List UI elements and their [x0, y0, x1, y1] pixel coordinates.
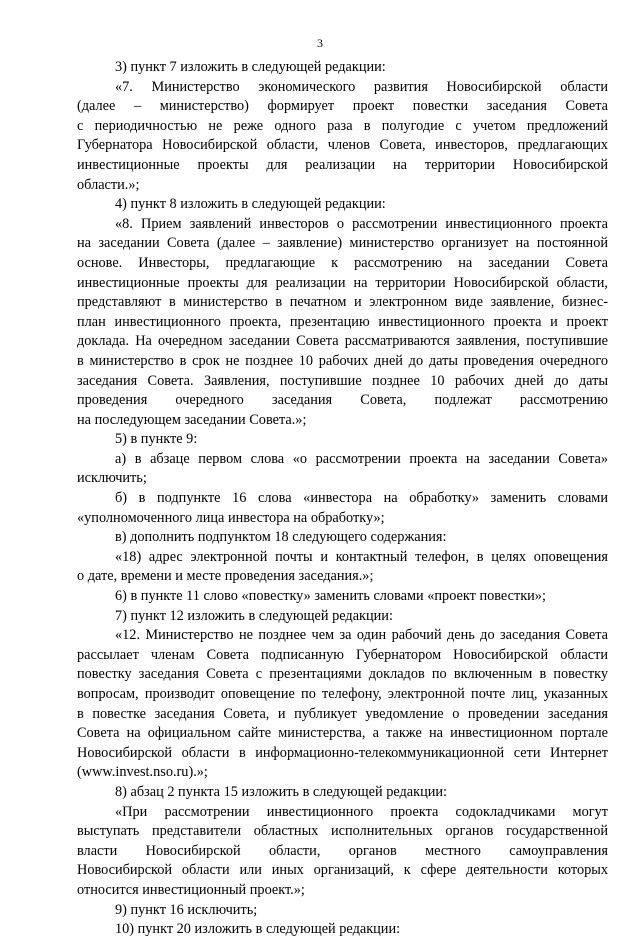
text-line: «18) адрес электронной почты и контактный телефон, в целях оповещения	[115, 548, 608, 565]
text-line: Новосибирской области в информационно-телекоммуникационной сети Интернет	[77, 744, 608, 761]
text-line: Совета на официальном сайте министерства, а также на инвестиционном портале	[77, 725, 608, 742]
text-line: области.»;	[77, 176, 140, 193]
text-line: «уполномоченного лица инвестора на обработку»;	[77, 509, 385, 526]
text-line: 4) пункт 8 изложить в следующей редакции:	[115, 196, 386, 213]
text-line: (далее – министерство) формирует проект повестки заседания Совета	[77, 98, 608, 115]
text-line: а) в абзаце первом слова «о рассмотрении проекта на заседании Совета»	[115, 450, 608, 467]
text-line: вопросам, производит оповещение по телефону, электронной почте лиц, указанных	[77, 686, 608, 702]
text-line: в) дополнить подпунктом 18 следующего содержания:	[115, 529, 447, 546]
text-line: относится инвестиционный проект.»;	[77, 881, 305, 898]
text-line: 8) абзац 2 пункта 15 изложить в следующей редакции:	[115, 783, 448, 800]
text-line: повестку заседания Совета с презентациями докладов по включенным в повестку	[77, 666, 608, 683]
text-line: рассылает членам Совета подписанную Губернатором Новосибирской области	[77, 646, 608, 663]
document-body	[77, 58, 608, 940]
text-line: «7. Министерство экономического развития Новосибирской области	[115, 78, 608, 95]
page-number: 3	[317, 36, 323, 50]
text-line: (www.invest.nso.ru).»;	[77, 764, 208, 781]
text-line: заседания Совета. Заявления, поступившие позднее 10 рабочих дней до даты	[77, 372, 608, 389]
text-line: 6) в пункте 11 слово «повестку» заменить словами «проект повестки»;	[115, 588, 546, 605]
text-line: 5) в пункте 9:	[115, 431, 198, 448]
text-line: Новосибирской области или иных организаций, к сфере деятельности которых	[77, 862, 608, 879]
text-line: с периодичностью не реже одного раза в полугодие с учетом предложений	[77, 117, 608, 134]
text-line: представляют в министерство в печатном и электронном виде заявление, бизнес-	[77, 294, 608, 311]
text-line: «8. Прием заявлений инвесторов о рассмотрении инвестиционного проекта	[115, 215, 608, 232]
text-line: проведения очередного заседания Совета, подлежат рассмотрению	[77, 392, 608, 409]
text-line: 10) пункт 20 изложить в следующей редакции:	[115, 921, 401, 938]
text-line: инвестиционные проекты для реализации на территории Новосибирской	[77, 156, 608, 173]
text-line: в повестке заседания Совета, и публикует уведомление о проведении заседания	[77, 705, 608, 722]
text-line: «12. Министерство не позднее чем за один рабочий день до заседания Совета	[115, 627, 608, 644]
text-line: выступать представители областных исполнительных органов государственной	[77, 823, 608, 840]
text-line: план инвестиционного проекта, презентацию инвестиционного проекта и проект	[77, 313, 608, 330]
text-line: на заседании Совета (далее – заявление) министерство организует на постоянной	[77, 235, 608, 252]
text-line: «При рассмотрении инвестиционного проекта содокладчиками могут	[115, 803, 608, 820]
text-line: 3) пункт 7 изложить в следующей редакции:	[115, 59, 386, 75]
text-line: б) в подпункте 16 слова «инвестора на обработку» заменить словами	[115, 490, 608, 507]
text-line: исключить;	[77, 470, 147, 487]
text-line: 7) пункт 12 изложить в следующей редакции:	[115, 607, 393, 624]
text-line: 9) пункт 16 исключить;	[115, 901, 258, 918]
text-line: в министерство в срок не позднее 10 рабочих дней до даты проведения очередного	[77, 352, 608, 369]
text-line: на последующем заседании Совета.»;	[77, 411, 307, 428]
text-line: Губернатора Новосибирской области, членов Совета, инвесторов, предлагающих	[77, 137, 608, 154]
text-line: о дате, времени и месте проведения заседания.»;	[77, 568, 374, 585]
text-line: инвестиционные проекты для реализации на территории Новосибирской области,	[77, 274, 608, 291]
text-line: власти Новосибирской области, органов местного самоуправления	[77, 842, 608, 859]
text-line: основе. Инвесторы, предлагающие к рассмотрению на заседании Совета	[77, 254, 608, 271]
text-line: доклада. На очередном заседании Совета рассматриваются заявления, поступившие	[77, 333, 608, 350]
